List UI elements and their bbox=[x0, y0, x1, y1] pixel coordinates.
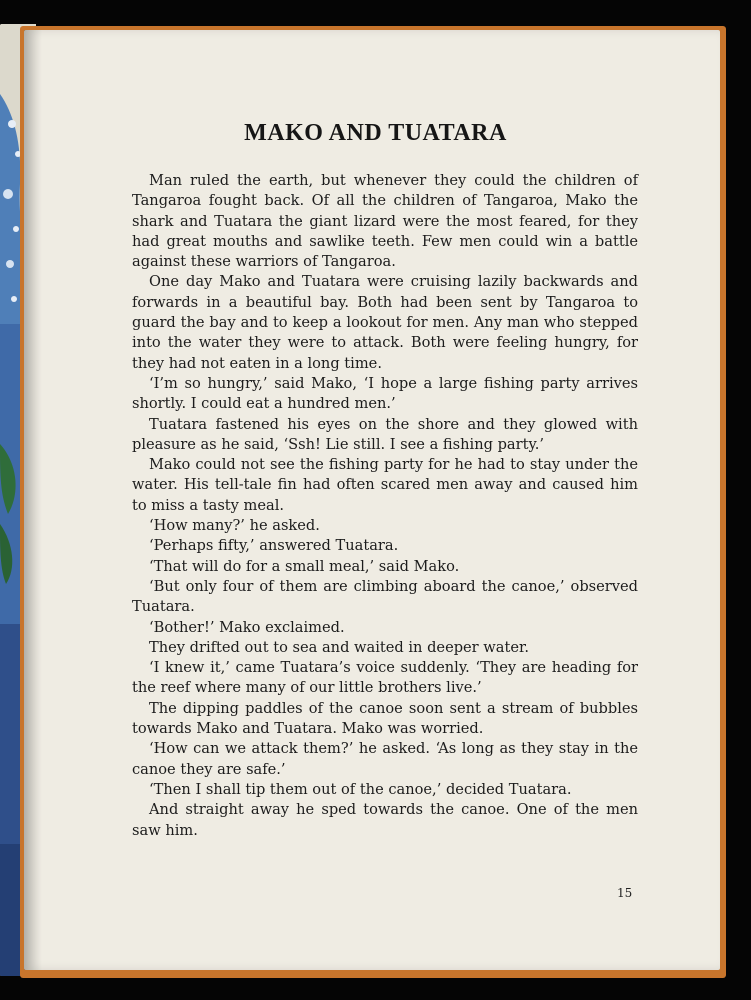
paragraph: ‘Perhaps fifty,’ answered Tuatara. bbox=[149, 537, 399, 555]
paragraph: ‘That will do for a small meal,’ said Mako. bbox=[149, 557, 460, 575]
paragraph: ‘I’m so hungry,’ said Mako, ‘I hope a large fishing party arrives shortly. I could eat a hundred men.’ bbox=[132, 374, 638, 413]
story-text bbox=[132, 171, 638, 841]
paragraph: They drifted out to sea and waited in deeper water. bbox=[149, 638, 530, 656]
paragraph: One day Mako and Tuatara were cruising lazily backwards and forwards in a beautiful bay. Both had been sent by Tangaroa to guard the bay and to keep a lookout for men. Any man who stepped into the water they were to attack. Both were feeling hungry, for they had not eaten in a long time. bbox=[132, 273, 638, 372]
paragraph: ‘But only four of them are climbing aboard the canoe,’ observed Tuatara. bbox=[132, 577, 638, 616]
paragraph: Man ruled the earth, but whenever they could the children of Tangaroa fought back. Of all the children of Tangaroa, Mako the shark and Tuatara the giant lizard were the most feared, for they had great mouths and sawlike teeth. Few men could win a battle against these warriors of Tangaroa. bbox=[132, 172, 638, 271]
paragraph: ‘How can we attack them?’ he asked. ‘As long as they stay in the canoe they are safe.’ bbox=[132, 740, 638, 778]
paragraph: The dipping paddles of the canoe soon sent a stream of bubbles towards Mako and Tuatara. Mako was worried. bbox=[132, 699, 638, 738]
paragraph: Mako could not see the fishing party for he had to stay under the water. His tell-tale fin had often scared men away and caused him to miss a tasty meal. bbox=[132, 456, 638, 514]
story-title: MAKO AND TUATARA bbox=[244, 120, 507, 146]
paragraph: ‘I knew it,’ came Tuatara’s voice suddenly. ‘They are heading for the reef where many of our little brothers live.’ bbox=[132, 659, 638, 697]
paragraph: ‘How many?’ he asked. bbox=[149, 517, 320, 535]
paragraph: ‘Then I shall tip them out of the canoe,’ decided Tuatara. bbox=[149, 780, 572, 798]
paragraph: And straight away he sped towards the canoe. One of the men saw him. bbox=[132, 801, 638, 839]
paragraph: Tuatara fastened his eyes on the shore and they glowed with pleasure as he said, ‘Ssh! Lie still. I see a fishing party.’ bbox=[132, 415, 638, 453]
page-gutter-shadow bbox=[24, 30, 42, 970]
paragraph: ‘Bother!’ Mako exclaimed. bbox=[149, 618, 345, 636]
page-number: 15 bbox=[617, 886, 633, 900]
